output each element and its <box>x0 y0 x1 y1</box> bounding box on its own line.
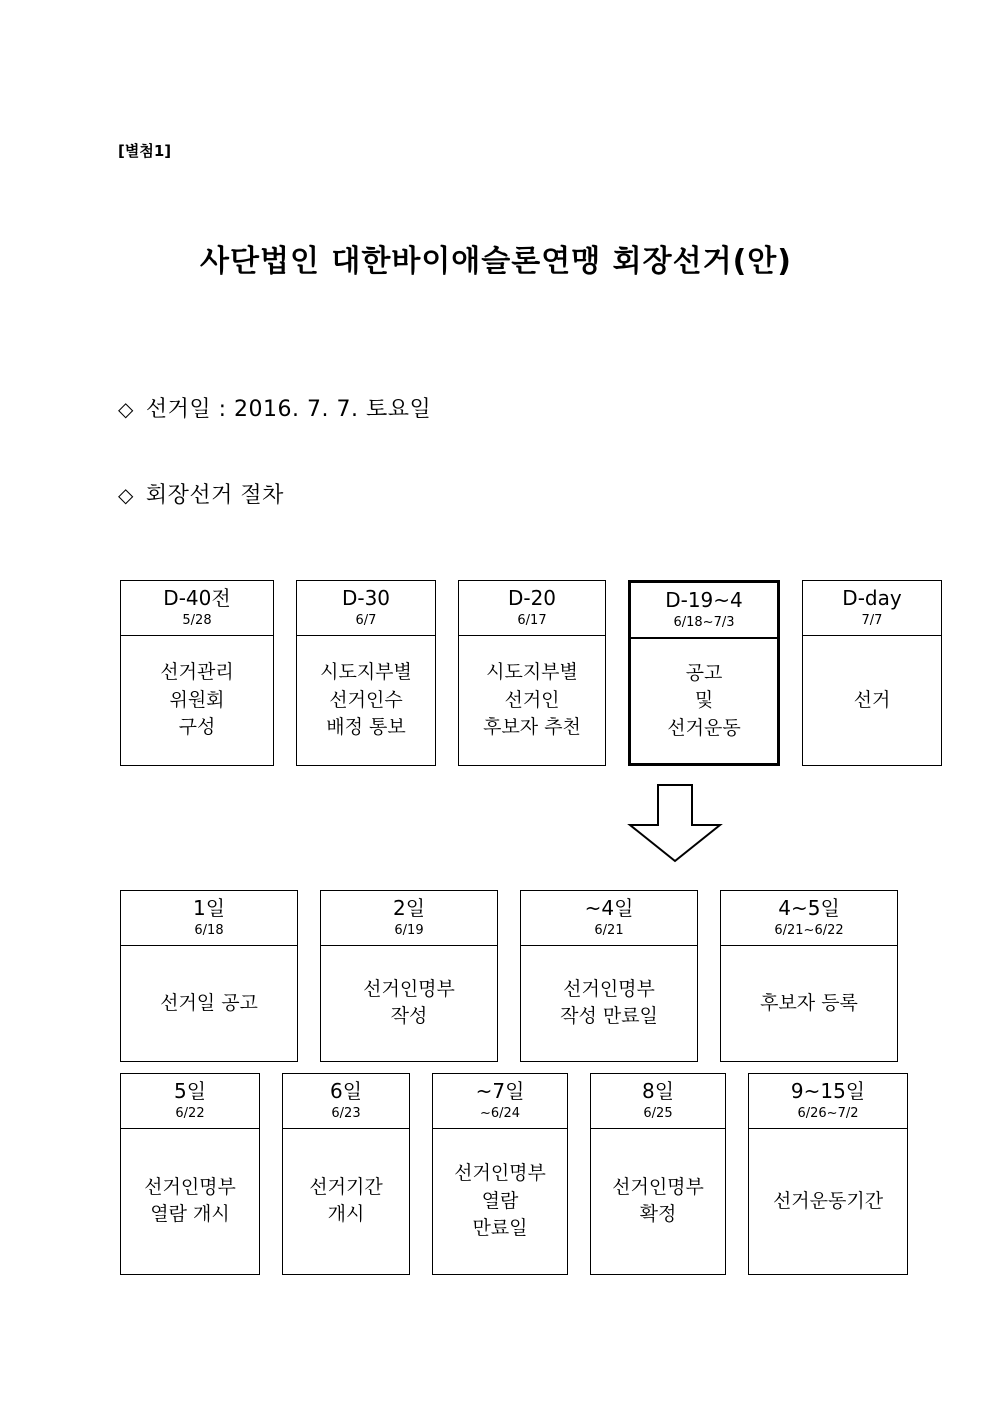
flow-box-line: 배정 통보 <box>326 716 406 739</box>
flow-box-body <box>297 636 435 765</box>
flow-box-header <box>283 1074 409 1129</box>
flow-box-body <box>721 946 897 1061</box>
page-title: 사단법인 대한바이애슬론연맹 회장선거(안) <box>200 244 792 279</box>
flow-box <box>282 1073 410 1275</box>
flow-box-header <box>721 891 897 946</box>
down-arrow-icon <box>620 783 730 863</box>
flow-box-body <box>121 946 297 1061</box>
flow-box-body <box>321 946 497 1061</box>
flow-box-header <box>521 891 697 946</box>
flow-box-header <box>121 1074 259 1129</box>
flow-box-header <box>121 581 273 636</box>
flow-box-date: 6/26~7/2 <box>797 1105 859 1121</box>
flow-box-body <box>749 1129 907 1274</box>
flow-box-line: 선거인명부 <box>563 977 655 1000</box>
flow-box <box>120 1073 260 1275</box>
flow-box <box>748 1073 908 1275</box>
flow-box <box>120 890 298 1062</box>
flow-box-header <box>433 1074 567 1129</box>
bullet-text: 회장선거 절차 <box>145 483 284 508</box>
flow-box-body <box>283 1129 409 1274</box>
flow-box-line: 작성 만료일 <box>560 1005 658 1028</box>
flow-box-body <box>803 636 941 765</box>
flow-box-body <box>121 636 273 765</box>
flow-box-date: 5/28 <box>182 612 212 628</box>
flow-box-header <box>121 891 297 946</box>
flow-box-line: 구성 <box>178 716 216 739</box>
flow-box-label: D-day <box>842 586 902 610</box>
flow-box-date: 6/23 <box>331 1105 361 1121</box>
flow-box-header <box>591 1074 725 1129</box>
flow-box-date: 6/22 <box>175 1105 205 1121</box>
flow-box-label: D-19~4 <box>665 588 743 612</box>
flow-box-label: 5일 <box>173 1079 207 1103</box>
flow-box-date: 7/7 <box>861 612 883 628</box>
flow-row-detail-2 <box>120 1073 908 1275</box>
flow-box-date: 6/21~6/22 <box>774 922 844 938</box>
flow-box-date: 6/18 <box>194 922 224 938</box>
flow-box-header <box>803 581 941 636</box>
flow-box-body <box>433 1129 567 1274</box>
flow-box-line: 선거인명부 <box>144 1175 236 1198</box>
flow-box-highlighted <box>628 580 780 766</box>
flow-box-label: 4~5일 <box>778 896 840 920</box>
flow-box-line: 선거 <box>853 688 891 711</box>
flow-row-dday <box>120 580 942 766</box>
flow-box <box>432 1073 568 1275</box>
flow-box-line: 및 <box>694 689 714 712</box>
flow-box-line: 선거인 <box>504 688 560 711</box>
flow-box-line: 선거인명부 <box>612 1175 704 1198</box>
bullet-election-date <box>118 392 431 423</box>
flow-box-date: 6/18~7/3 <box>673 614 735 630</box>
flow-box-line: 선거인수 <box>329 688 403 711</box>
flow-box-header <box>749 1074 907 1129</box>
flow-box-body <box>631 639 777 763</box>
flow-box-line: 선거운동 <box>667 716 741 739</box>
flow-box-date: 6/21 <box>594 922 624 938</box>
flow-box-label: 1일 <box>192 896 226 920</box>
flow-box-line: 개시 <box>327 1203 365 1226</box>
flow-box-line: 후보자 추천 <box>483 716 581 739</box>
flow-box-line: 열람 <box>481 1189 519 1212</box>
flow-box-body <box>521 946 697 1061</box>
flow-box-header <box>321 891 497 946</box>
flow-box-label: ~7일 <box>475 1079 525 1103</box>
flow-box-label: D-20 <box>507 586 557 610</box>
diamond-icon: ◇ <box>118 483 134 507</box>
flow-box-line: 열람 개시 <box>150 1203 230 1226</box>
flow-box-line: 선거관리 <box>160 661 234 684</box>
flow-box-line: 시도지부별 <box>320 661 412 684</box>
flow-box-label: 2일 <box>392 896 426 920</box>
flow-box-label: 8일 <box>641 1079 675 1103</box>
flow-box-header <box>631 583 777 639</box>
bullet-text: 선거일 : 2016. 7. 7. 토요일 <box>145 397 432 422</box>
flow-box-label: ~4일 <box>584 896 634 920</box>
flow-box-header <box>297 581 435 636</box>
flow-box-date: 6/7 <box>355 612 377 628</box>
flow-box-line: 후보자 등록 <box>760 991 858 1014</box>
diamond-icon: ◇ <box>118 397 134 421</box>
flow-row-detail-1 <box>120 890 898 1062</box>
flow-box <box>720 890 898 1062</box>
flow-box <box>296 580 436 766</box>
flow-box <box>802 580 942 766</box>
flow-box-body <box>591 1129 725 1274</box>
flow-box-header <box>459 581 605 636</box>
flow-box-date: 6/25 <box>643 1105 673 1121</box>
flow-box-line: 선거인명부 <box>454 1162 546 1185</box>
bullet-election-process <box>118 478 284 509</box>
flow-box-line: 위원회 <box>169 688 225 711</box>
flow-box-line: 선거일 공고 <box>160 991 258 1014</box>
attachment-tag: [별첨1] <box>118 142 172 160</box>
flow-box-date: 6/17 <box>517 612 547 628</box>
flow-box-line: 시도지부별 <box>486 661 578 684</box>
flow-box-body <box>459 636 605 765</box>
flow-box-line: 공고 <box>685 661 723 684</box>
flow-box-label: 9~15일 <box>790 1079 866 1103</box>
flow-box <box>458 580 606 766</box>
flow-box-date: ~6/24 <box>479 1105 521 1121</box>
flow-box <box>120 580 274 766</box>
flow-box-line: 만료일 <box>472 1217 528 1240</box>
flow-box-label: D-40전 <box>163 586 231 610</box>
flow-box-line: 선거인명부 <box>363 977 455 1000</box>
flow-box-date: 6/19 <box>394 922 424 938</box>
flow-box-label: 6일 <box>329 1079 363 1103</box>
flow-box <box>590 1073 726 1275</box>
flow-box-line: 작성 <box>390 1005 428 1028</box>
flow-box-line: 선거운동기간 <box>772 1189 884 1212</box>
flow-box-line: 선거기간 <box>309 1175 383 1198</box>
flow-box-body <box>121 1129 259 1274</box>
flow-box <box>320 890 498 1062</box>
flow-box-line: 확정 <box>639 1203 677 1226</box>
flow-box <box>520 890 698 1062</box>
flow-box-label: D-30 <box>341 586 391 610</box>
